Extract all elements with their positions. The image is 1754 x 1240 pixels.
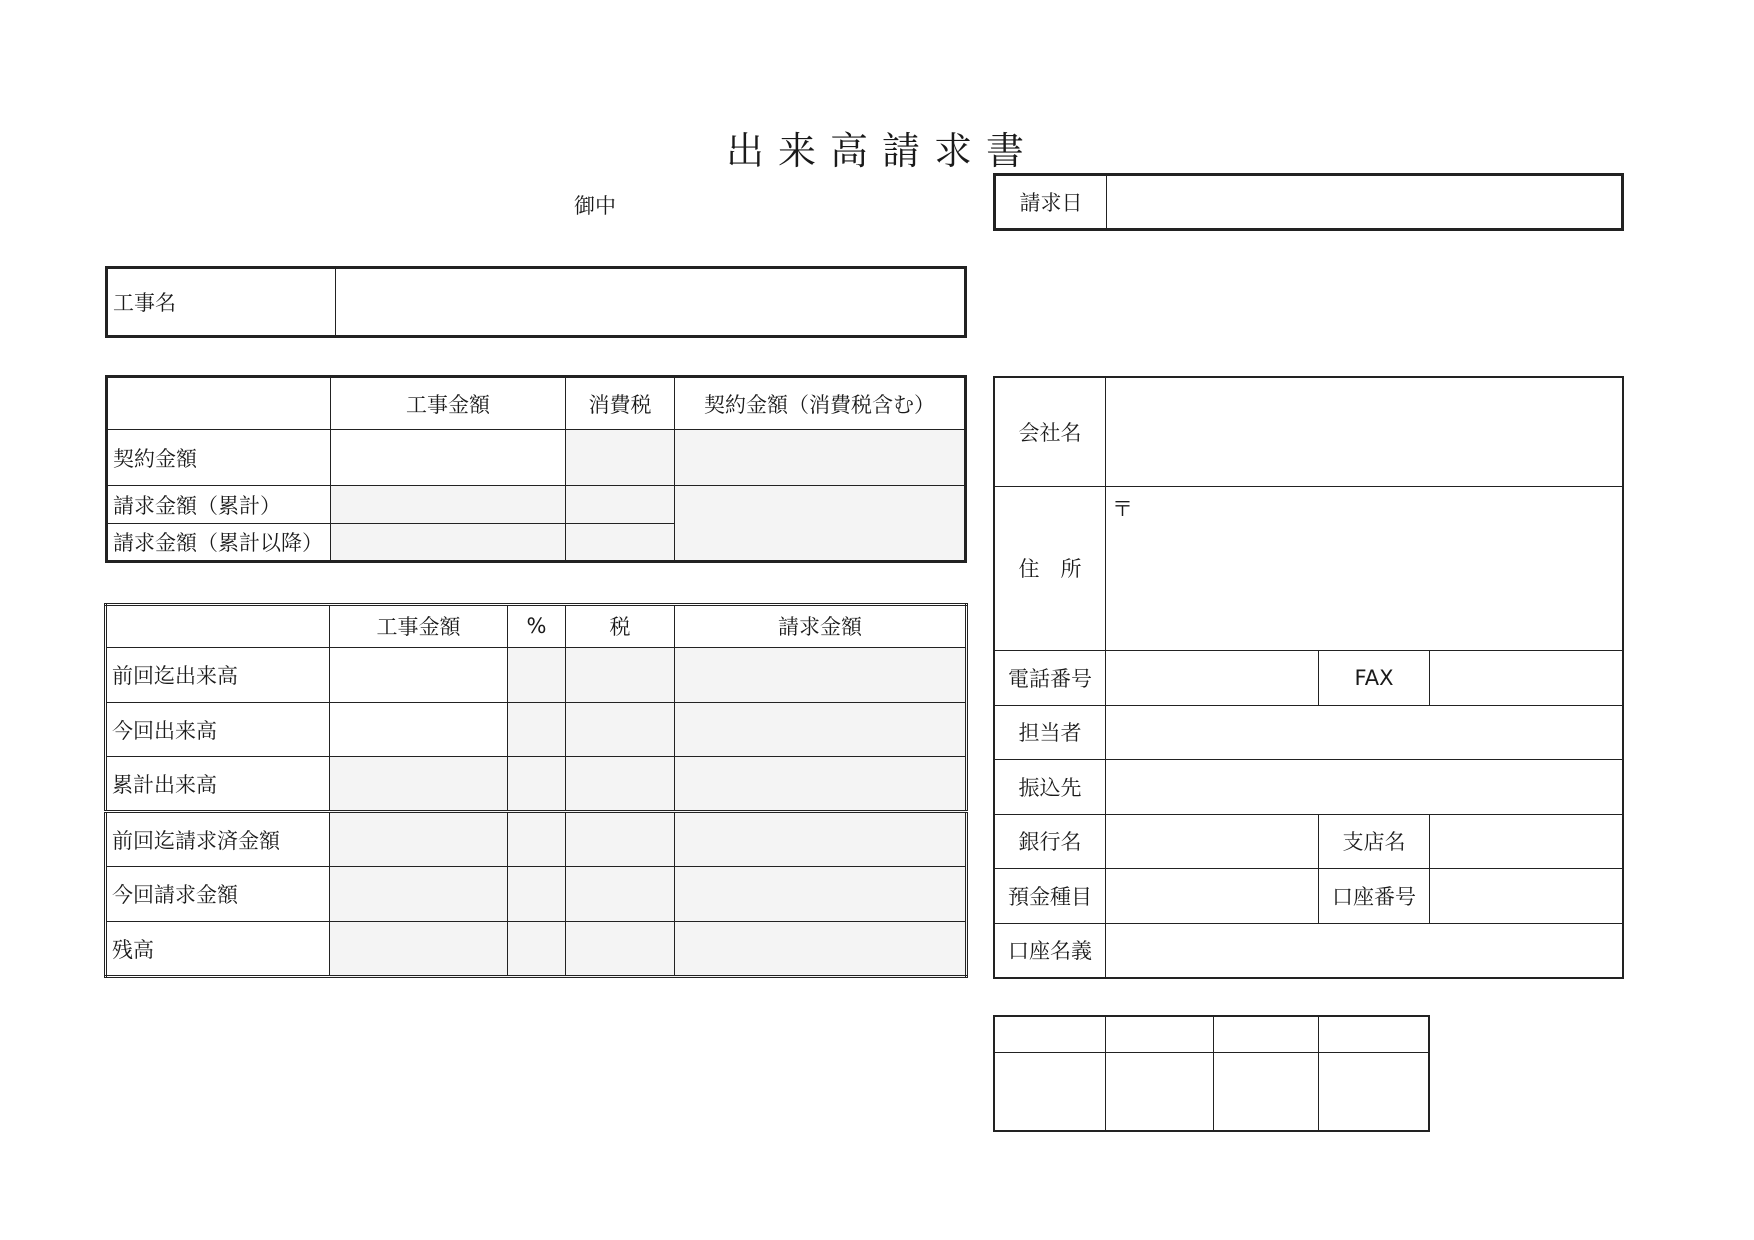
account-number-label: 口座番号 — [1319, 868, 1430, 923]
contract-cell[interactable] — [675, 430, 966, 486]
person-field[interactable] — [1106, 705, 1624, 759]
progress-cell[interactable] — [675, 757, 967, 812]
stamp-header-cell[interactable] — [1106, 1016, 1214, 1052]
person-label: 担当者 — [994, 705, 1106, 759]
contract-cell-merged[interactable] — [675, 486, 966, 562]
progress-cell[interactable] — [675, 702, 967, 757]
progress-header-percent: % — [508, 605, 566, 648]
progress-cell[interactable] — [508, 867, 566, 922]
progress-row-label: 前回迄請求済金額 — [106, 812, 330, 867]
stamp-header-cell[interactable] — [1214, 1016, 1319, 1052]
contract-row-label: 請求金額（累計） — [107, 486, 331, 524]
progress-cell[interactable] — [675, 867, 967, 922]
progress-header-tax: 税 — [566, 605, 675, 648]
postal-mark: 〒 — [1112, 496, 1133, 521]
progress-cell[interactable] — [330, 922, 508, 977]
progress-cell[interactable] — [566, 922, 675, 977]
company-name-label: 会社名 — [994, 377, 1106, 486]
invoice-date-label: 請求日 — [995, 175, 1107, 230]
project-name-table — [105, 266, 967, 338]
progress-cell[interactable] — [508, 757, 566, 812]
account-name-label: 口座名義 — [994, 923, 1106, 978]
progress-cell[interactable] — [330, 867, 508, 922]
progress-cell[interactable] — [566, 647, 675, 702]
approval-stamp-table — [993, 1015, 1430, 1132]
contract-header-blank — [107, 377, 331, 430]
contract-cell[interactable] — [566, 486, 675, 524]
company-name-field[interactable] — [1106, 377, 1624, 486]
fax-field[interactable] — [1430, 650, 1624, 705]
recipient-suffix: 御中 — [574, 194, 616, 218]
progress-cell[interactable] — [330, 702, 508, 757]
fax-label: FAX — [1319, 650, 1430, 705]
progress-cell[interactable] — [566, 702, 675, 757]
progress-header-construction-amount: 工事金額 — [330, 605, 508, 648]
progress-cell[interactable] — [675, 922, 967, 977]
contract-cell[interactable] — [566, 524, 675, 562]
stamp-cell[interactable] — [1319, 1052, 1430, 1131]
stamp-header-cell[interactable] — [994, 1016, 1106, 1052]
deposit-type-field[interactable] — [1106, 868, 1319, 923]
deposit-type-label: 預金種目 — [994, 868, 1106, 923]
contract-cell[interactable] — [331, 430, 566, 486]
progress-cell[interactable] — [508, 702, 566, 757]
progress-table — [104, 603, 968, 978]
branch-label: 支店名 — [1319, 814, 1430, 868]
progress-cell[interactable] — [330, 757, 508, 812]
progress-header-invoice-amount: 請求金額 — [675, 605, 967, 648]
progress-cell[interactable] — [508, 922, 566, 977]
stamp-cell[interactable] — [994, 1052, 1106, 1131]
progress-row-label: 累計出来高 — [106, 757, 330, 812]
contract-cell[interactable] — [331, 524, 566, 562]
contract-row-label: 請求金額（累計以降） — [107, 524, 331, 562]
progress-cell[interactable] — [330, 812, 508, 867]
account-name-field[interactable] — [1106, 923, 1624, 978]
contract-header-contract-total: 契約金額（消費税含む） — [675, 377, 966, 430]
phone-field[interactable] — [1106, 650, 1319, 705]
project-name-field[interactable] — [336, 268, 966, 337]
stamp-cell[interactable] — [1106, 1052, 1214, 1131]
progress-header-blank — [106, 605, 330, 648]
progress-row-label: 残高 — [106, 922, 330, 977]
transfer-label: 振込先 — [994, 759, 1106, 814]
branch-field[interactable] — [1430, 814, 1624, 868]
transfer-field[interactable] — [1106, 759, 1624, 814]
project-name-label: 工事名 — [107, 268, 336, 337]
stamp-cell[interactable] — [1214, 1052, 1319, 1131]
progress-cell[interactable] — [566, 757, 675, 812]
address-label: 住 所 — [994, 486, 1106, 650]
contract-row-label: 契約金額 — [107, 430, 331, 486]
company-info-table — [993, 376, 1624, 979]
page-title: 出来高請求書 — [725, 129, 1038, 173]
stamp-header-cell[interactable] — [1319, 1016, 1430, 1052]
progress-cell[interactable] — [566, 867, 675, 922]
contract-amount-table — [105, 375, 967, 563]
progress-row-label: 前回迄出来高 — [106, 647, 330, 702]
invoice-date-table — [993, 173, 1624, 231]
progress-cell[interactable] — [508, 812, 566, 867]
bank-field[interactable] — [1106, 814, 1319, 868]
progress-cell[interactable] — [330, 647, 508, 702]
contract-cell[interactable] — [566, 430, 675, 486]
progress-cell[interactable] — [675, 812, 967, 867]
contract-header-construction-amount: 工事金額 — [331, 377, 566, 430]
account-number-field[interactable] — [1430, 868, 1624, 923]
progress-cell[interactable] — [566, 812, 675, 867]
address-field[interactable] — [1106, 486, 1624, 650]
progress-row-label: 今回出来高 — [106, 702, 330, 757]
invoice-date-field[interactable] — [1107, 175, 1623, 230]
progress-cell[interactable] — [675, 647, 967, 702]
progress-cell[interactable] — [508, 647, 566, 702]
progress-row-label: 今回請求金額 — [106, 867, 330, 922]
bank-label: 銀行名 — [994, 814, 1106, 868]
phone-label: 電話番号 — [994, 650, 1106, 705]
contract-cell[interactable] — [331, 486, 566, 524]
contract-header-consumption-tax: 消費税 — [566, 377, 675, 430]
